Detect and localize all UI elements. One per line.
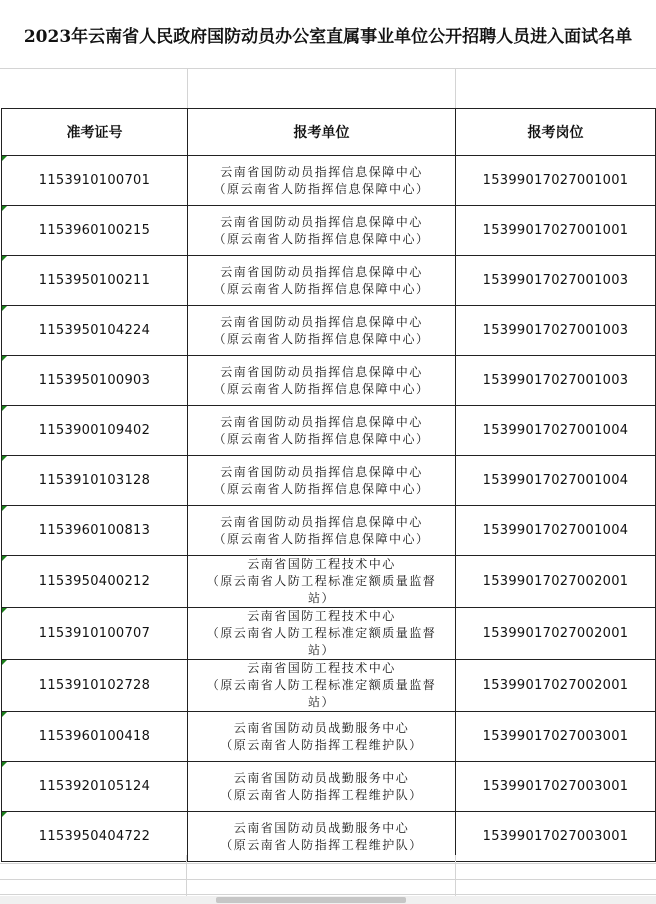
unit-text-line: （原云南省人防指挥工程维护队） (220, 787, 423, 802)
position-text: 15399017027003001 (482, 829, 629, 844)
unit-text-line: （原云南省人防指挥信息保障中心） (213, 281, 430, 296)
exam-id-cell[interactable] (2, 506, 188, 556)
exam-id-text: 1153960100215 (38, 223, 151, 238)
unit-text-line: 云南省国防动员指挥信息保障中心 (220, 514, 423, 529)
unit-cell[interactable] (188, 356, 456, 406)
position-text: 15399017027003001 (482, 729, 629, 744)
position-cell[interactable] (456, 406, 656, 456)
exam-id-text: 1153960100813 (38, 523, 151, 538)
cell-marker-icon (2, 712, 7, 717)
unit-cell[interactable] (188, 256, 456, 306)
header-row (2, 109, 656, 156)
position-cell[interactable] (456, 660, 656, 712)
position-cell[interactable] (456, 506, 656, 556)
blank-cell[interactable] (455, 68, 655, 108)
table-row (2, 608, 656, 660)
position-cell[interactable] (456, 306, 656, 356)
exam-id-text: 1153920105124 (38, 779, 151, 794)
table-row (2, 660, 656, 712)
header-exam-id[interactable]: 准考证号 (2, 109, 188, 156)
exam-id-cell[interactable] (2, 156, 188, 206)
unit-cell[interactable] (188, 306, 456, 356)
unit-cell[interactable] (188, 206, 456, 256)
exam-id-cell[interactable] (2, 306, 188, 356)
table-row (2, 356, 656, 406)
scrollbar-thumb[interactable] (216, 897, 406, 903)
unit-text-line: （原云南省人防指挥工程维护队） (220, 837, 423, 852)
unit-text-line: 云南省国防工程技术中心 (247, 557, 396, 571)
unit-text-line: 云南省国防动员战勤服务中心 (233, 720, 410, 735)
position-text: 15399017027001003 (482, 323, 629, 338)
cell-marker-icon (2, 608, 7, 613)
unit-cell[interactable] (188, 556, 456, 608)
unit-text-line: 云南省国防动员战勤服务中心 (233, 770, 410, 785)
position-cell[interactable] (456, 762, 656, 812)
unit-text-line: 云南省国防动员指挥信息保障中心 (220, 364, 423, 379)
cell-marker-icon (2, 256, 7, 261)
position-cell[interactable] (456, 556, 656, 608)
exam-id-cell[interactable] (2, 712, 188, 762)
exam-id-cell[interactable] (2, 608, 188, 660)
position-cell[interactable] (456, 256, 656, 306)
exam-id-text: 1153950104224 (38, 323, 151, 338)
position-text: 15399017027003001 (482, 779, 629, 794)
unit-text-line: （原云南省人防指挥工程维护队） (220, 737, 423, 752)
unit-cell[interactable] (188, 660, 456, 712)
table-row (2, 456, 656, 506)
unit-text-line: 云南省国防动员指挥信息保障中心 (220, 164, 423, 179)
exam-id-text: 1153910100707 (38, 626, 151, 641)
cell-marker-icon (2, 356, 7, 361)
unit-text-line: （原云南省人防指挥信息保障中心） (213, 431, 430, 446)
table-row (2, 406, 656, 456)
position-text: 15399017027001003 (482, 273, 629, 288)
exam-id-cell[interactable] (2, 356, 188, 406)
table-row (2, 556, 656, 608)
position-cell[interactable] (456, 456, 656, 506)
cell-marker-icon (2, 456, 7, 461)
table-row (2, 256, 656, 306)
unit-text-line: 云南省国防动员战勤服务中心 (233, 820, 410, 835)
blank-cell[interactable] (187, 68, 456, 108)
exam-id-text: 1153910102728 (38, 678, 151, 693)
unit-cell[interactable] (188, 712, 456, 762)
exam-id-text: 1153950100211 (38, 273, 151, 288)
unit-cell[interactable] (188, 456, 456, 506)
cell-marker-icon (2, 812, 7, 817)
unit-cell[interactable] (188, 812, 456, 862)
position-cell[interactable] (456, 156, 656, 206)
unit-text-line: 云南省国防动员指挥信息保障中心 (220, 214, 423, 229)
table-row (2, 156, 656, 206)
cell-marker-icon (2, 556, 7, 561)
unit-cell[interactable] (188, 156, 456, 206)
unit-text-line: （原云南省人防指挥信息保障中心） (213, 181, 430, 196)
cell-marker-icon (2, 406, 7, 411)
exam-id-text: 1153960100418 (38, 729, 151, 744)
position-text: 15399017027001001 (482, 223, 629, 238)
exam-id-text: 1153950400212 (38, 574, 151, 589)
table-row (2, 762, 656, 812)
position-cell[interactable] (456, 812, 656, 862)
unit-cell[interactable] (188, 608, 456, 660)
blank-row (0, 68, 656, 108)
candidate-table (1, 108, 656, 862)
cell-marker-icon (2, 660, 7, 665)
blank-cell[interactable] (0, 68, 188, 108)
unit-text-line: （原云南省人防指挥信息保障中心） (213, 231, 430, 246)
position-cell[interactable] (456, 712, 656, 762)
exam-id-cell[interactable] (2, 660, 188, 712)
gridline (0, 894, 656, 895)
exam-id-cell[interactable] (2, 556, 188, 608)
position-text: 15399017027001001 (482, 173, 629, 188)
exam-id-cell[interactable] (2, 762, 188, 812)
exam-id-cell[interactable] (2, 256, 188, 306)
header-unit[interactable]: 报考单位 (188, 109, 456, 156)
unit-text-line: （原云南省人防工程标准定额质量监督 (206, 574, 437, 588)
header-position[interactable]: 报考岗位 (456, 109, 656, 156)
position-text: 15399017027001004 (482, 523, 629, 538)
exam-id-text: 1153950404722 (38, 829, 151, 844)
position-text: 15399017027002001 (482, 678, 629, 693)
exam-id-text: 1153910103128 (38, 473, 151, 488)
table-row (2, 506, 656, 556)
cell-marker-icon (2, 306, 7, 311)
table-row (2, 712, 656, 762)
unit-text-line: 站） (307, 695, 335, 709)
exam-id-text: 1153950100903 (38, 373, 151, 388)
position-cell[interactable] (456, 356, 656, 406)
exam-id-cell[interactable] (2, 206, 188, 256)
exam-id-cell[interactable] (2, 456, 188, 506)
unit-text-line: 站） (307, 643, 335, 657)
position-text: 15399017027001004 (482, 423, 629, 438)
cell-marker-icon (2, 156, 7, 161)
unit-text-line: （原云南省人防指挥信息保障中心） (213, 331, 430, 346)
table-row (2, 812, 656, 862)
unit-text-line: （原云南省人防指挥信息保障中心） (213, 381, 430, 396)
exam-id-text: 1153900109402 (38, 423, 151, 438)
position-cell[interactable] (456, 608, 656, 660)
position-text: 15399017027002001 (482, 574, 629, 589)
position-text: 15399017027001003 (482, 373, 629, 388)
position-cell[interactable] (456, 206, 656, 256)
unit-text-line: （原云南省人防指挥信息保障中心） (213, 481, 430, 496)
unit-cell[interactable] (188, 762, 456, 812)
unit-text-line: 云南省国防工程技术中心 (247, 609, 396, 623)
document-title: 2023年云南省人民政府国防动员办公室直属事业单位公开招聘人员进入面试名单 (0, 0, 656, 69)
unit-text-line: 云南省国防工程技术中心 (247, 661, 396, 675)
position-text: 15399017027001004 (482, 473, 629, 488)
cell-marker-icon (2, 206, 7, 211)
unit-text-line: （原云南省人防指挥信息保障中心） (213, 531, 430, 546)
table-row (2, 306, 656, 356)
unit-text-line: 云南省国防动员指挥信息保障中心 (220, 314, 423, 329)
position-text: 15399017027002001 (482, 626, 629, 641)
unit-text-line: （原云南省人防工程标准定额质量监督 (206, 626, 437, 640)
exam-id-cell[interactable] (2, 406, 188, 456)
gridline (0, 863, 656, 864)
exam-id-text: 1153910100701 (38, 173, 151, 188)
unit-text-line: （原云南省人防工程标准定额质量监督 (206, 678, 437, 692)
unit-text-line: 云南省国防动员指挥信息保障中心 (220, 414, 423, 429)
unit-text-line: 站） (307, 591, 335, 605)
unit-text-line: 云南省国防动员指挥信息保障中心 (220, 264, 423, 279)
gridline (0, 879, 656, 880)
cell-marker-icon (2, 762, 7, 767)
unit-cell[interactable] (188, 406, 456, 456)
exam-id-cell[interactable] (2, 812, 188, 862)
table-row (2, 206, 656, 256)
unit-text-line: 云南省国防动员指挥信息保障中心 (220, 464, 423, 479)
cell-marker-icon (2, 506, 7, 511)
unit-cell[interactable] (188, 506, 456, 556)
